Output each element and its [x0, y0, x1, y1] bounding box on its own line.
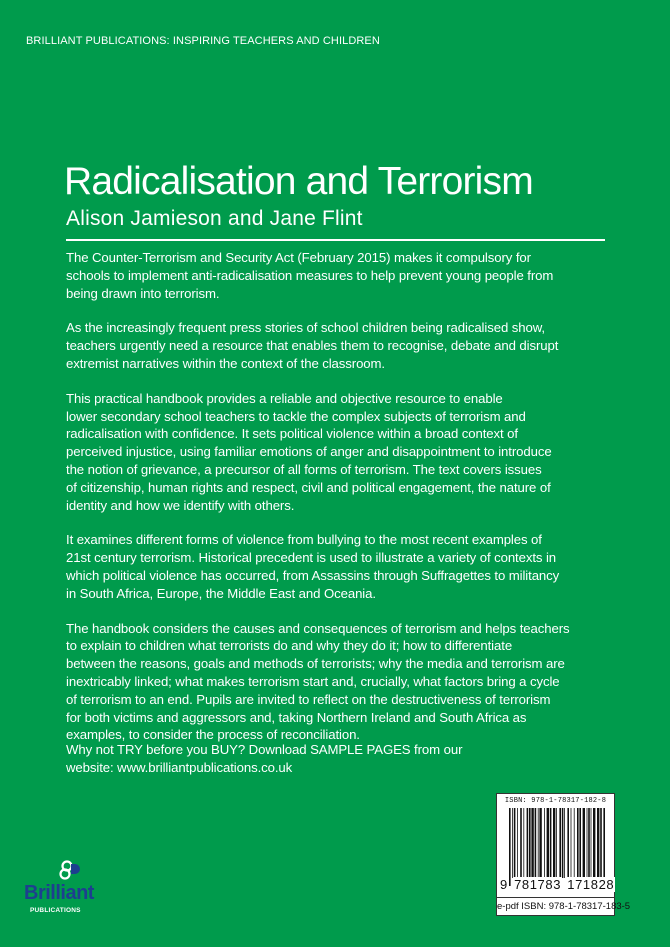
logo-subtitle: PUBLICATIONS [30, 907, 81, 914]
barcode-bar [597, 808, 599, 878]
barcode-bar [529, 808, 531, 878]
text-line: It examines different forms of violence from bullying to the most recent examples of [66, 532, 542, 548]
barcode-bar [567, 808, 569, 878]
barcode-bar [559, 808, 561, 878]
text-line: As the increasingly frequent press stories of school children being radicalised show, [66, 320, 545, 336]
text-line: the notion of grievance, a precursor of all forms of terrorism. The text covers issues [66, 461, 542, 477]
publisher-tagline: BRILLIANT PUBLICATIONS: INSPIRING TEACHERS AND CHILDREN [26, 35, 380, 47]
barcode-bar [517, 808, 518, 878]
text-line: 21st century terrorism. Historical precedent is used to illustrate a variety of contexts in [66, 550, 557, 566]
website-link-line[interactable]: website: www.brilliantpublications.co.uk [66, 759, 293, 775]
barcode-bar [538, 808, 539, 878]
text-line: The handbook considers the causes and consequences of terrorism and helps teachers [66, 620, 570, 636]
divider [66, 239, 605, 241]
logo-wordmark: Brilliant [24, 882, 94, 904]
text-line: in South Africa, Europe, the Middle East and Oceania. [66, 585, 376, 601]
barcode-bar [571, 808, 572, 878]
barcode-bar [512, 808, 513, 878]
barcode-bar [547, 808, 549, 878]
paragraph [66, 390, 626, 515]
sample-pages-callout [66, 741, 462, 777]
text-line: between the reasons, goals and methods of terrorists; why the media and terrorism are [66, 656, 565, 672]
barcode-bar [574, 808, 575, 878]
isbn-label: ISBN: 978-1-78317-182-8 [504, 797, 607, 805]
text-line: examples, to consider the process of reconciliation. [66, 727, 360, 743]
epdf-isbn: e-pdf ISBN: 978-1-78317-183-5 [497, 897, 614, 912]
barcode-bar [514, 808, 516, 878]
barcode-bar [587, 808, 588, 878]
text-line: being drawn into terrorism. [66, 285, 220, 301]
barcode-bar [579, 808, 581, 878]
barcode-bar [539, 808, 541, 878]
barcode-bar [509, 808, 511, 886]
brilliant-publications-logo [24, 860, 104, 920]
isbn-barcode [496, 793, 631, 916]
barcode-bars [503, 808, 610, 888]
text-line: for both victims and aggressors and, taking Northern Ireland and South Africa as [66, 709, 527, 725]
text-line: which political violence has occurred, from Assassins through Suffragettes to militancy [66, 567, 560, 583]
barcode-bar [527, 808, 529, 878]
text-line: extremist narratives within the context of the classroom. [66, 355, 385, 371]
text-line: This practical handbook provides a reliable and objective resource to enable [66, 390, 503, 406]
text-line: The Counter-Terrorism and Security Act (February 2015) makes it compulsory for [66, 250, 531, 265]
text-line: identity and how we identify with others. [66, 497, 295, 513]
barcode-bar [588, 808, 590, 878]
text-line: inextricably linked; what makes terrorism start and, crucially, what factors bring a cycle [66, 673, 560, 689]
text-line: of citizenship, human rights and respect, civil and political engagement, the nature of [66, 479, 551, 495]
text-line: of terrorism to an end. Pupils are invited to reflect on the destructiveness of terrorism [66, 691, 551, 707]
barcode-bar [564, 808, 565, 878]
barcode-digit-group: 781783 [514, 877, 562, 892]
barcode-bar [544, 808, 545, 878]
barcode-bar [591, 808, 592, 878]
logo-mark-icon [59, 860, 83, 882]
barcode-bar [553, 808, 555, 878]
barcode-bar [523, 808, 524, 878]
book-authors: Alison Jamieson and Jane Flint [66, 207, 363, 230]
barcode-bar [600, 808, 602, 878]
text-line: to explain to children what terrorists do and why they do it; how to differentiate [66, 638, 513, 654]
text-line: schools to implement anti-radicalisation measures to help prevent young people from [66, 267, 554, 283]
text-line: Why not TRY before you BUY? Download SAMPLE PAGES from our [66, 742, 463, 757]
text-line: teachers urgently need a resource that enables them to recognise, debate and disrupt [66, 338, 559, 354]
book-title: Radicalisation and Terrorism [64, 160, 533, 203]
barcode-bar [603, 808, 605, 878]
barcode-bar [577, 808, 579, 878]
barcode-bar [556, 808, 557, 886]
paragraph [66, 319, 626, 372]
barcode-bar [583, 808, 585, 878]
barcode-bar [535, 808, 537, 878]
paragraph [66, 620, 626, 745]
blurb [66, 249, 626, 761]
paragraph [66, 249, 626, 302]
text-line: lower secondary school teachers to tackle the complex subjects of terrorism and [66, 408, 526, 424]
barcode-bar [550, 808, 552, 878]
barcode-digit-group: 171828 [567, 877, 615, 892]
barcode-digits [499, 877, 615, 892]
text-line: perceived injustice, using familiar emotions of anger and disappointment to introduce [66, 444, 552, 460]
barcode-bar [531, 808, 533, 878]
barcode-bar [562, 808, 564, 878]
text-line: radicalisation with confidence. It sets political violence within a broad context of [66, 426, 518, 442]
barcode-bar [520, 808, 522, 878]
barcode-digit-group: 9 [500, 877, 508, 892]
paragraph [66, 531, 626, 602]
barcode-bar [593, 808, 595, 878]
